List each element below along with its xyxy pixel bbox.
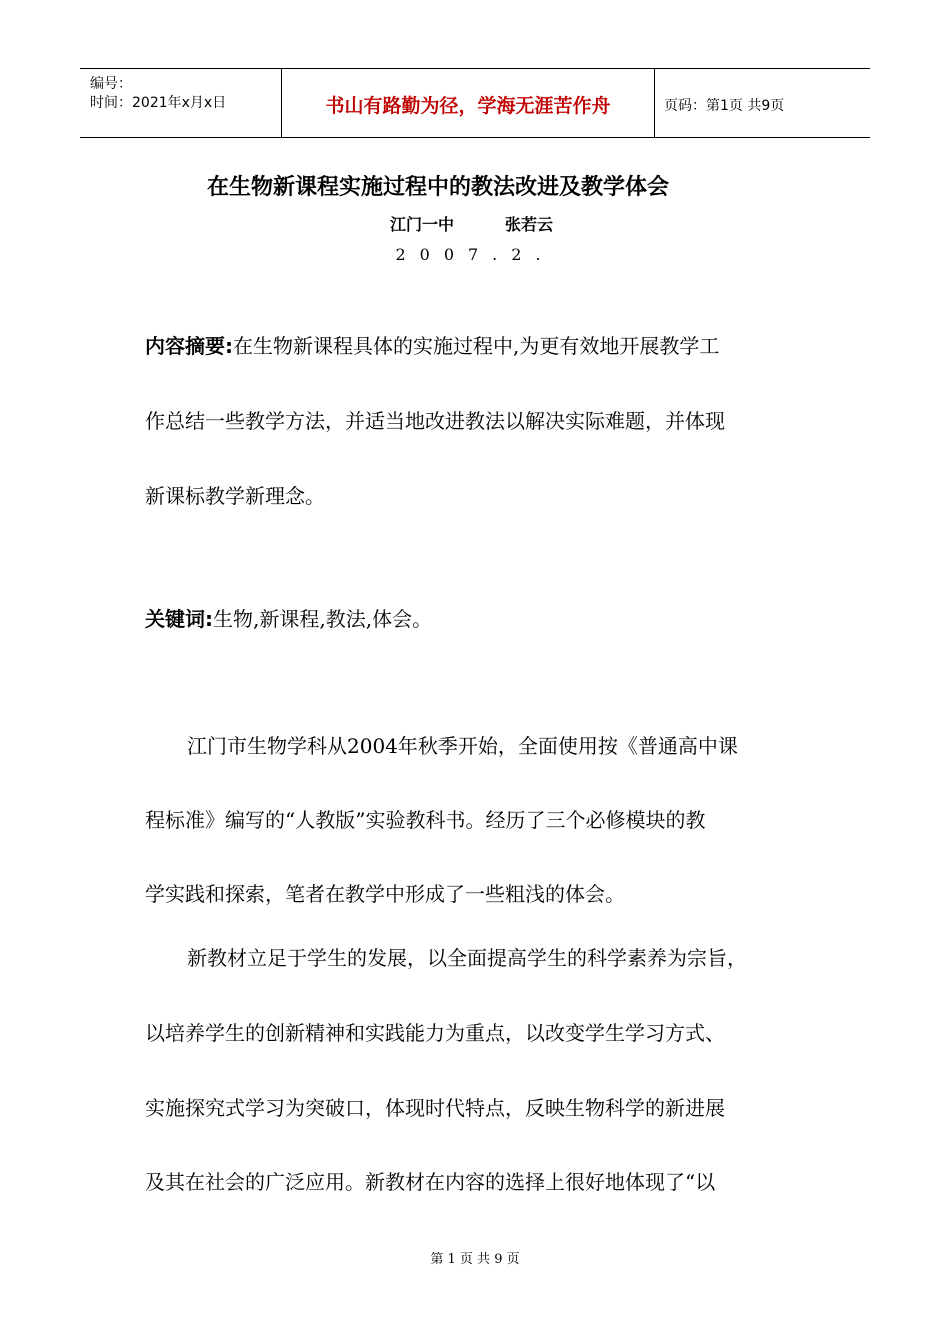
abstract-line: 新课标教学新理念。	[145, 484, 325, 508]
page-footer: 第 1 页 共 9 页	[430, 1252, 520, 1267]
abstract-line	[145, 330, 719, 359]
abstract-label: 内容摘要:	[145, 334, 233, 358]
abstract-line: 作总结一些教学方法，并适当地改进教法以解决实际难题，并体现	[145, 409, 725, 433]
article-date: 2007.2.	[395, 245, 555, 264]
article-title: 在生物新课程实施过程中的教法改进及教学体会	[206, 175, 669, 200]
body-line: 新教材立足于学生的发展，以全面提高学生的科学素养为宗旨，	[187, 946, 747, 970]
header-motto-cell	[282, 69, 655, 137]
body-line: 及其在社会的广泛应用。新教材在内容的选择上很好地体现了“以	[145, 1170, 716, 1194]
body-line: 以培养学生的创新精神和实践能力为重点，以改变学生学习方式、	[145, 1021, 725, 1045]
school-name: 江门一中	[390, 215, 455, 234]
header-table	[80, 68, 870, 138]
time-label: 时间：2021年x月x日	[90, 95, 227, 111]
motto: 书山有路勤为径，学海无涯苦作舟	[325, 95, 611, 117]
keywords-label: 关键词:	[145, 607, 213, 631]
abstract-text: 在生物新课程具体的实施过程中,为更有效地开展教学工	[233, 334, 720, 358]
number-label: 编号：	[90, 76, 132, 92]
body-line: 实施探究式学习为突破口，体现时代特点，反映生物科学的新进展	[145, 1096, 725, 1120]
header-info-cell	[80, 69, 282, 137]
body-line: 江门市生物学科从2004年秋季开始，全面使用按《普通高中课	[187, 734, 738, 758]
author-name: 张若云	[505, 215, 554, 234]
header-page-cell	[655, 69, 870, 137]
body-line: 程标准》编写的“人教版”实验教科书。经历了三个必修模块的教	[145, 808, 706, 832]
keywords-line	[145, 603, 432, 632]
keywords-text: 生物,新课程,教法,体会。	[213, 607, 433, 631]
page-label: 页码：第1页 共9页	[664, 98, 785, 114]
body-line: 学实践和探索，笔者在教学中形成了一些粗浅的体会。	[145, 882, 625, 906]
